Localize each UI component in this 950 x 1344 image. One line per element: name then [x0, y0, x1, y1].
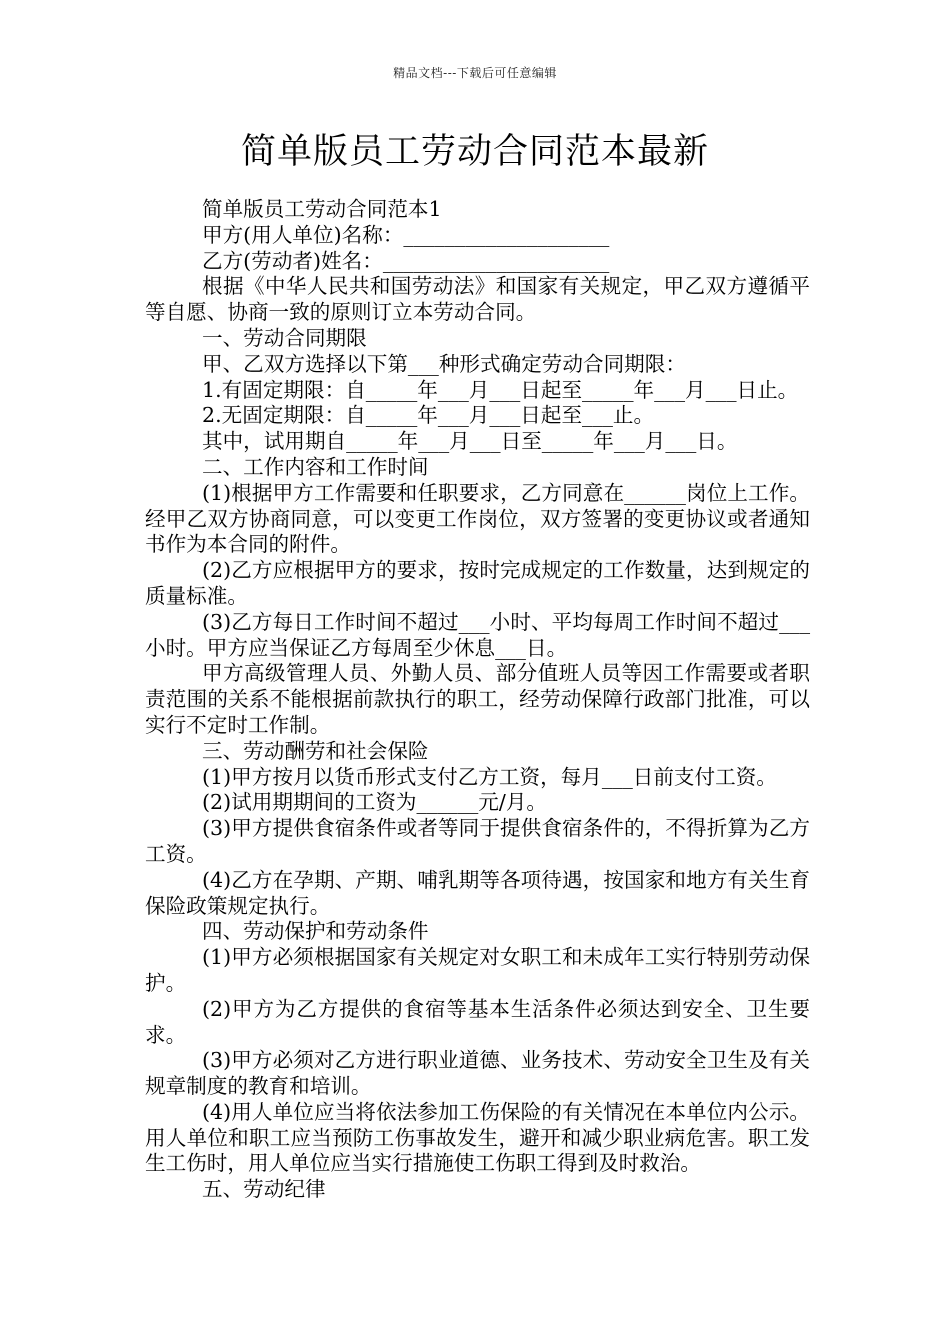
term-choice-line: 甲、乙双方选择以下第___种形式确定劳动合同期限： [202, 351, 686, 376]
header-note: 精品文档---下载后可任意编辑 [393, 66, 557, 80]
open-term-clause: 2.无固定期限：自_____年___月___日起至___止。 [202, 403, 655, 428]
section-heading-discipline: 五、劳动纪律 [202, 1177, 326, 1202]
section-heading-pay: 三、劳动酬劳和社会保险 [202, 738, 429, 763]
preamble-paragraph: 根据《中华人民共和国劳动法》和国家有关规定，甲乙双方遵循平等自愿、协商一致的原则订立本劳动合同。 [145, 274, 810, 325]
pay-clause-3: (3)甲方提供食宿条件或者等同于提供食宿条件的，不得折算为乙方工资。 [145, 816, 810, 866]
section-heading-protection: 四、劳动保护和劳动条件 [202, 919, 429, 944]
fixed-term-clause: 1.有固定期限：自_____年___月___日起至_____年___月___日止。 [202, 377, 799, 402]
protection-clause-4: (4)用人单位应当将依法参加工伤保险的有关情况在本单位内公示。用人单位和职工应当预防工伤事故发生，避开和减少职业病危害。职工发生工伤时，用人单位应当实行措施使工伤职工得到及时救治。 [145, 1099, 810, 1176]
protection-clause-2: (2)甲方为乙方提供的食宿等基本生活条件必须达到安全、卫生要求。 [145, 996, 810, 1047]
party-a-name-field: 甲方(用人单位)名称：____________________ [202, 222, 610, 247]
probation-clause: 其中，试用期自_____年___月___日至_____年___月___日。 [202, 429, 738, 454]
contract-subtitle: 简单版员工劳动合同范本1 [202, 197, 442, 221]
document-title: 简单版员工劳动合同范本最新 [240, 132, 709, 172]
document-body [145, 197, 810, 1203]
protection-clause-3: (3)甲方必须对乙方进行职业道德、业务技术、劳动安全卫生及有关规章制度的教育和培训。 [145, 1048, 810, 1099]
pay-clause-1: (1)甲方按月以货币形式支付乙方工资，每月___日前支付工资。 [202, 764, 777, 789]
party-b-name-field: 乙方(劳动者)姓名：______________________ [202, 248, 610, 273]
work-clause-2: (2)乙方应根据甲方的要求，按时完成规定的工作数量，达到规定的质量标准。 [145, 558, 810, 608]
work-clause-1: (1)根据甲方工作需要和任职要求，乙方同意在______岗位上工作。经甲乙双方协商同意，可以变更工作岗位，双方签署的变更协议或者通知书作为本合同的附件。 [145, 480, 810, 557]
section-heading-work: 二、工作内容和工作时间 [202, 454, 429, 479]
pay-clause-4: (4)乙方在孕期、产期、哺乳期等各项待遇，按国家和地方有关生育保险政策规定执行。 [145, 867, 810, 918]
protection-clause-1: (1)甲方必须根据国家有关规定对女职工和未成年工实行特别劳动保护。 [145, 945, 810, 995]
pay-clause-2: (2)试用期期间的工资为______元/月。 [202, 790, 548, 815]
work-clause-4: 甲方高级管理人员、外勤人员、部分值班人员等因工作需要或者职责范围的关系不能根据前款执行的职工，经劳动保障行政部门批准，可以实行不定时工作制。 [145, 661, 810, 737]
section-heading-term: 一、劳动合同期限 [202, 325, 367, 350]
work-clause-3: (3)乙方每日工作时间不超过___小时、平均每周工作时间不超过___小时。甲方应当保证乙方每周至少休息___日。 [145, 609, 810, 660]
